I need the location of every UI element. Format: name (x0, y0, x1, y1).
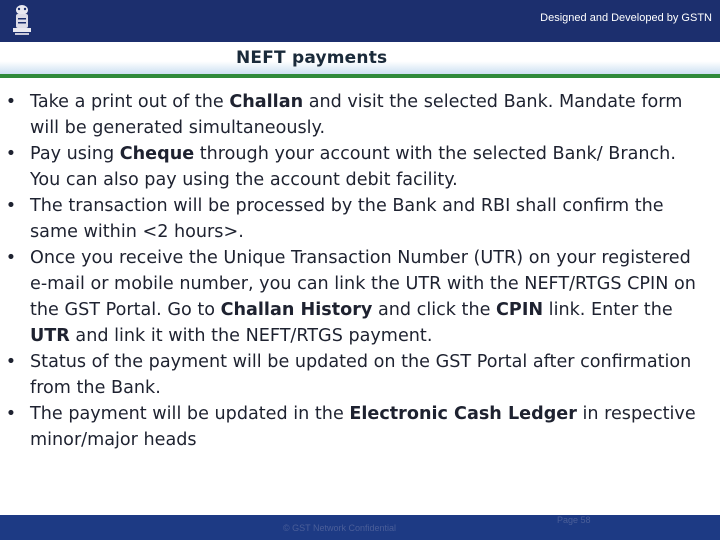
bullet-bold-text: Electronic Cash Ledger (349, 404, 577, 424)
bullet-bold-text: CPIN (496, 300, 544, 320)
bullet-text: and visit the selected Bank. Mandate form will be generated simultaneously. (30, 92, 683, 138)
bullet-text: Pay using (30, 144, 120, 164)
bullet-bold-text: Challan History (220, 300, 373, 320)
footer-copyright: © GST Network Confidential (283, 523, 397, 533)
bullet-item (4, 141, 704, 193)
credit-text: Designed and Developed by GSTN (540, 12, 712, 24)
bullet-item (4, 245, 704, 349)
bullet-item (4, 401, 704, 453)
bullet-text: link. Enter the (543, 300, 673, 320)
footer-page-number: Page 58 (557, 515, 591, 525)
bullet-bold-text: Cheque (119, 144, 195, 164)
bullet-text: Once you receive the Unique Transaction Number (UTR) on your registered e-mail or mobile number, you can link the UTR with the NEFT/RTGS CPIN on the GST Portal. Go to (30, 248, 696, 320)
bullet-text: and click the (372, 300, 497, 320)
national-emblem-icon (8, 2, 36, 38)
bullet-text: Status of the payment will be updated on the GST Portal after confirmation from the Bank. (30, 352, 692, 398)
bullet-bold-text: Challan (229, 92, 304, 112)
bullet-list (4, 89, 704, 453)
bullet-item (4, 193, 704, 245)
accent-divider (0, 74, 720, 78)
bullet-text: in respective minor/major heads (30, 404, 696, 450)
bullet-text: The payment will be updated in the (30, 404, 350, 424)
bullet-item (4, 89, 704, 141)
bullet-item (4, 349, 704, 401)
bullet-text: Take a print out of the (30, 92, 230, 112)
bullet-bold-text: UTR (30, 326, 70, 346)
bullet-text: The transaction will be processed by the Bank and RBI shall confirm the same within <2 hours>. (30, 196, 664, 242)
slide-title: NEFT payments (236, 48, 388, 68)
bullet-text: through your account with the selected Bank/ Branch. You can also pay using the account debit facility. (30, 144, 676, 190)
bullet-text: and link it with the NEFT/RTGS payment. (69, 326, 433, 346)
